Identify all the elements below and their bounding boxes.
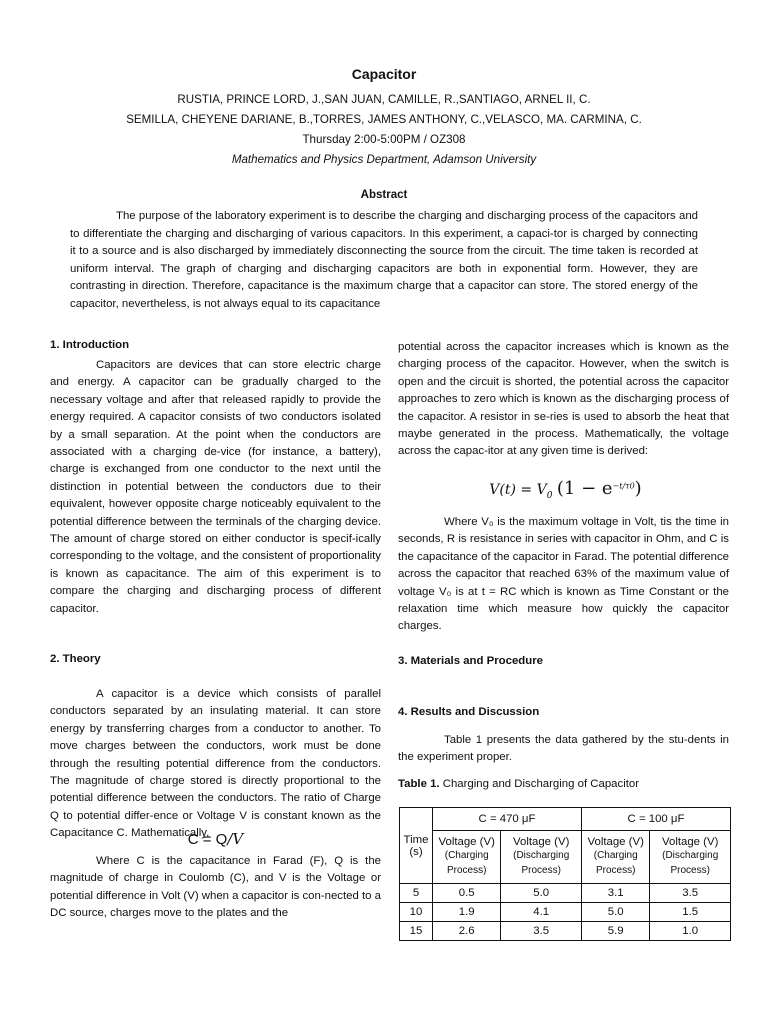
theory-text-1: A capacitor is a device which consists of parallel conductors separated by an insulating material. It can store energy by transferring charges from a conductor to another. To move charges between the conductors, work must be done through the resulting potential difference from the conductors. The magnitude of charge stored is directly proportional to the potential difference between the conductors. The ratio of Charge Q to potential differ-ence or Voltage V is constant known as the Capacitance C. Mathematically,: [50, 688, 381, 840]
author-line-2: SEMILLA, CHEYENE DARIANE, B.,TORRES, JAMES ANTHONY, C.,VELASCO, MA. CARMINA, C.: [126, 113, 642, 126]
table-cell: 3.5: [650, 884, 731, 903]
table-header-row-2: [400, 831, 731, 884]
right-column-text-2: Where V₀ is the maximum voltage in Volt, tis the time in seconds, R is resistance in series with capacitor in Ohm, and C is the capacitance of the capacitor in Farad. The potential difference across the capacitor that reached 63% of the maximum value of voltage V₀ is at t = RC which is known as Time Constant or the relaxation time which measure how quickly the capacitor charges.: [398, 516, 729, 633]
abstract-text: The purpose of the laboratory experiment is to describe the charging and discharging process of the capacitors and to differentiate the charging and discharging of various capacitors. In this experiment, a capaci-tor is charged by connecting it to a source and is also discharged by immediately disconnecting the source from the circuit. The time taken is recorded at uniform interval. The graph of charging and discharging capacitors are both in exponential form. However, they are contrasting in direction. Therefore, capacitance is the maximum charge that a capacitor can store. The stored energy of the capacitor, nevertheless, is not always equal to its capacitance: [70, 210, 698, 310]
table-cell: 5: [400, 884, 433, 903]
capacitance-equation: [50, 830, 381, 848]
table-cell: 0.5: [433, 884, 501, 903]
materials-heading: 3. Materials and Procedure: [398, 655, 543, 667]
header-charging-label: (Charging Process): [593, 850, 638, 876]
table-cell: 1.0: [650, 922, 731, 941]
group-470-header: C = 470 μF: [433, 808, 582, 831]
capacitance-equation-rhs: /V: [227, 830, 244, 848]
table-row: [400, 884, 731, 903]
department: Mathematics and Physics Department, Adamson University: [231, 153, 537, 166]
table-cell: 4.1: [501, 903, 582, 922]
introduction-text: Capacitors are devices that can store electric charge and energy. A capacitor can be gradually charged to the necessary voltage and after that released rapidly to provide the energy required. A capacitor consists of two conductors isolated by a small separation. At the point when the conductors are associated with a charging de-vice (for instance, a battery), charge is exchanged from one conductor to the next until the distinction in potential between the conductors due to their equivalent, however opposite charge noticeably equivalent to the potential difference between the terminals of the charging device. The amount of charge stored on either conductor is specif-ically corresponding to the voltage, and the consistent of proportionality is known as capacitance. The aim of this experiment is to compare the charging and discharging process of different capacitor.: [50, 359, 381, 615]
group-100-header: C = 100 μF: [582, 808, 731, 831]
results-body: [398, 732, 729, 767]
table-cell: 10: [400, 903, 433, 922]
theory-text-2: Where C is the capacitance in Farad (F), Q is the magnitude of charge in Coulomb (C), and V is the Voltage or potential difference in Volt (V) when a capacitor is con-nected to a DC source, charges move to the plates and the: [50, 855, 381, 920]
table-cell: 2.6: [433, 922, 501, 941]
voltage-eq-exp: −t/τ0: [612, 481, 635, 491]
abstract-heading: Abstract: [360, 189, 408, 201]
header-100-charging: [582, 831, 650, 884]
header-discharging-label: (Discharging Process): [513, 850, 570, 876]
table-cell: 15: [400, 922, 433, 941]
theory-body-1: [50, 686, 381, 843]
table-cell: 5.0: [582, 903, 650, 922]
table-cell: 5.9: [582, 922, 650, 941]
header-discharging-label: (Discharging Process): [662, 850, 719, 876]
table-header-row-1: [400, 808, 731, 831]
table-caption-text: Charging and Discharging of Capacitor: [439, 778, 640, 790]
table-cell: 3.1: [582, 884, 650, 903]
results-text: Table 1 presents the data gathered by the stu-dents in the experiment proper.: [398, 734, 729, 764]
voltage-eq-close: ): [634, 478, 642, 499]
introduction-heading: 1. Introduction: [50, 339, 130, 351]
author-line-1: RUSTIA, PRINCE LORD, J.,SAN JUAN, CAMILLE, R.,SANTIAGO, ARNEL II, C.: [177, 93, 591, 106]
results-heading: 4. Results and Discussion: [398, 706, 540, 718]
table-row: [400, 922, 731, 941]
header-voltage-label: Voltage (V): [587, 836, 644, 848]
data-table: [399, 807, 731, 941]
introduction-body: [50, 357, 381, 618]
header-charging-label: (Charging Process): [444, 850, 489, 876]
theory-heading: 2. Theory: [50, 653, 101, 665]
header-470-charging: [433, 831, 501, 884]
right-column-body-2: [398, 514, 729, 636]
author-block: [0, 90, 768, 170]
time-unit: (s): [409, 845, 423, 858]
header-voltage-label: Voltage (V): [513, 836, 570, 848]
table-cell: 3.5: [501, 922, 582, 941]
table-cell: 1.9: [433, 903, 501, 922]
theory-body-2: [50, 853, 381, 923]
right-column-body-1: [398, 339, 729, 461]
voltage-eq-sub: 0: [546, 490, 553, 501]
header-470-discharging: [501, 831, 582, 884]
time-header-cell: [400, 808, 433, 884]
paper-title: Capacitor: [351, 66, 417, 82]
table-caption-label: Table 1.: [398, 778, 440, 790]
table-cell: 5.0: [501, 884, 582, 903]
capacitance-equation-lhs: C = Q: [187, 831, 228, 848]
abstract-body: [70, 208, 698, 314]
time-header: Time: [403, 833, 429, 846]
schedule: Thursday 2:00-5:00PM / OZ308: [302, 133, 466, 146]
header-voltage-label: Voltage (V): [438, 836, 495, 848]
table-row: [400, 903, 731, 922]
header-100-discharging: [650, 831, 731, 884]
header-voltage-label: Voltage (V): [662, 836, 719, 848]
table-cell: 1.5: [650, 903, 731, 922]
voltage-equation: [400, 478, 731, 501]
table-caption: [398, 776, 729, 793]
voltage-eq-open: (1 − e: [556, 478, 613, 499]
right-column-text-1: potential across the capacitor increases which is known as the charging process of the capacitor. However, when the switch is open and the circuit is shorted, the potential across the capacitor approaches to zero which is known as the discharging process of the capacitor. A resistor in se-ries is used to absorb the heat that maybe generated in the process. Mathematically, the voltage across the capac-itor at any given time is derived:: [398, 341, 729, 458]
voltage-eq-lhs: V(t) = V: [489, 482, 547, 498]
